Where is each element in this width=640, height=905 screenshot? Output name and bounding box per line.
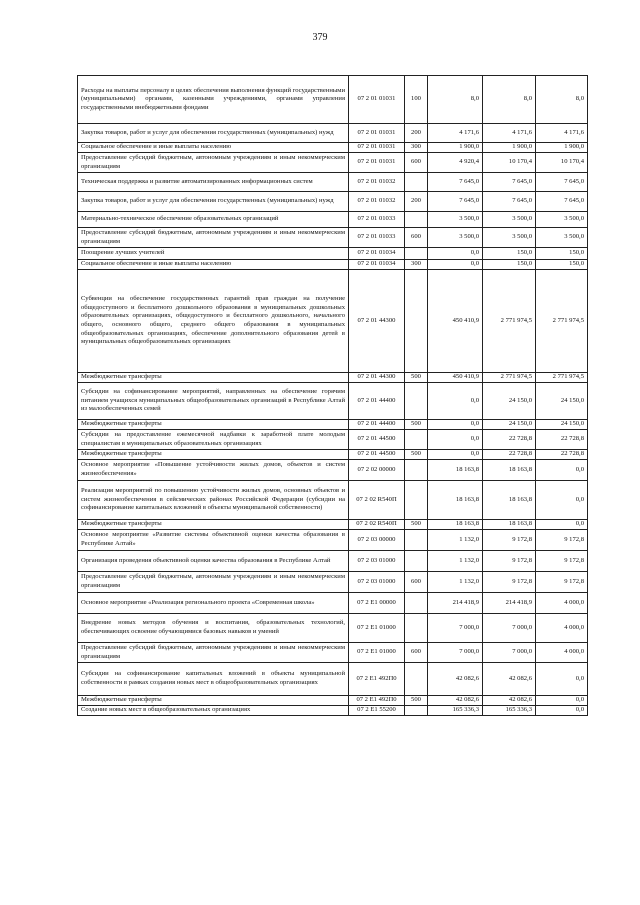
expense-type-code: 500: [405, 520, 428, 530]
budget-item-name: Закупка товаров, работ и услуг для обеспечения государственных (муниципальных) нужд: [78, 192, 349, 212]
amount-year-1: 18 163,8: [428, 520, 483, 530]
budget-item-name: Межбюджетные трансферты: [78, 420, 349, 430]
table-row: [78, 260, 588, 270]
expense-type-code: 600: [405, 153, 428, 173]
budget-item-name: Социальное обеспечение и иные выплаты населению: [78, 143, 349, 153]
amount-year-2: 2 771 974,5: [483, 373, 536, 383]
amount-year-3: 2 771 974,5: [536, 270, 588, 373]
amount-year-2: 7 000,0: [483, 614, 536, 643]
budget-item-name: Межбюджетные трансферты: [78, 450, 349, 460]
amount-year-2: 22 728,8: [483, 450, 536, 460]
expense-type-code: [405, 551, 428, 572]
amount-year-2: 214 418,9: [483, 593, 536, 614]
table-row: [78, 192, 588, 212]
target-article-code: 07 2 01 01031: [349, 153, 405, 173]
expense-type-code: [405, 593, 428, 614]
amount-year-3: 4 171,6: [536, 124, 588, 143]
amount-year-3: 9 172,8: [536, 572, 588, 593]
table-row: [78, 76, 588, 124]
amount-year-2: 150,0: [483, 248, 536, 260]
table-row: [78, 124, 588, 143]
table-row: [78, 460, 588, 481]
budget-item-name: Основное мероприятие «Повышение устойчивости жилых домов, объектов и систем жизнеобеспечения»: [78, 460, 349, 481]
budget-item-name: Основное мероприятие «Развитие системы объективной оценки качества образования в Республике Алтай»: [78, 530, 349, 551]
amount-year-1: 3 500,0: [428, 212, 483, 228]
budget-item-name: Субсидии на софинансирование капитальных вложений в объекты муниципальной собственности в рамках создания новых мест в общеобразовательных организациях: [78, 663, 349, 696]
amount-year-2: 3 500,0: [483, 228, 536, 248]
page-number: 379: [312, 32, 328, 43]
amount-year-3: 24 150,0: [536, 420, 588, 430]
amount-year-3: 22 728,8: [536, 450, 588, 460]
amount-year-2: 42 082,6: [483, 696, 536, 706]
expense-type-code: [405, 614, 428, 643]
expense-type-code: 200: [405, 124, 428, 143]
target-article-code: 07 2 01 44400: [349, 420, 405, 430]
amount-year-2: 18 163,8: [483, 520, 536, 530]
amount-year-1: 0,0: [428, 420, 483, 430]
amount-year-1: 42 082,6: [428, 696, 483, 706]
amount-year-1: 1 132,0: [428, 572, 483, 593]
amount-year-1: 0,0: [428, 450, 483, 460]
budget-item-name: Предоставление субсидий бюджетным, автономным учреждениям и иным некоммерческим организациям: [78, 228, 349, 248]
target-article-code: 07 2 01 01033: [349, 228, 405, 248]
amount-year-3: 9 172,8: [536, 530, 588, 551]
amount-year-2: 1 900,0: [483, 143, 536, 153]
table-row: [78, 551, 588, 572]
amount-year-1: 165 336,3: [428, 706, 483, 716]
budget-item-name: Организация проведения объективной оценки качества образования в Республике Алтай: [78, 551, 349, 572]
target-article-code: 07 2 01 44400: [349, 383, 405, 420]
target-article-code: 07 2 01 01032: [349, 173, 405, 192]
amount-year-3: 150,0: [536, 260, 588, 270]
budget-item-name: Субсидии на софинансирование мероприятий, направленных на обеспечение горячим питанием учащихся муниципальных общеобразовательных организаций в Республике Алтай из малообеспеченных семей: [78, 383, 349, 420]
target-article-code: 07 2 E1 01000: [349, 643, 405, 663]
target-article-code: 07 2 02 R540П: [349, 481, 405, 520]
table-row: [78, 212, 588, 228]
target-article-code: 07 2 01 44300: [349, 373, 405, 383]
table-row: [78, 228, 588, 248]
amount-year-2: 9 172,8: [483, 530, 536, 551]
table-row: [78, 593, 588, 614]
budget-item-name: Внедрение новых методов обучения и воспитания, образовательных технологий, обеспечивающих освоение обучающимися базовых навыков и умений: [78, 614, 349, 643]
amount-year-3: 0,0: [536, 460, 588, 481]
expense-type-code: [405, 383, 428, 420]
amount-year-1: 450 410,9: [428, 373, 483, 383]
amount-year-1: 7 645,0: [428, 173, 483, 192]
amount-year-1: 8,0: [428, 76, 483, 124]
table-row: [78, 530, 588, 551]
amount-year-2: 9 172,8: [483, 572, 536, 593]
target-article-code: 07 2 01 01033: [349, 212, 405, 228]
table-row: [78, 696, 588, 706]
amount-year-1: 1 132,0: [428, 530, 483, 551]
budget-item-name: Субсидии на предоставление ежемесячной надбавки к заработной плате молодым специалистам в муниципальных образовательных организациях: [78, 430, 349, 450]
budget-item-name: Предоставление субсидий бюджетным, автономным учреждениям и иным некоммерческим организациям: [78, 572, 349, 593]
expense-type-code: 300: [405, 143, 428, 153]
target-article-code: 07 2 02 00000: [349, 460, 405, 481]
budget-item-name: Предоставление субсидий бюджетным, автономным учреждениям и иным некоммерческим организациям: [78, 153, 349, 173]
target-article-code: 07 2 E1 492П0: [349, 696, 405, 706]
expense-type-code: 300: [405, 260, 428, 270]
budget-item-name: Расходы на выплаты персоналу в целях обеспечения выполнения функций государственными (муниципальными) органами, казенными учреждениями, органами управления государственными внебюджетными фондами: [78, 76, 349, 124]
amount-year-3: 0,0: [536, 706, 588, 716]
target-article-code: 07 2 03 01000: [349, 551, 405, 572]
amount-year-2: 8,0: [483, 76, 536, 124]
table-row: [78, 420, 588, 430]
amount-year-2: 22 728,8: [483, 430, 536, 450]
target-article-code: 07 2 01 01031: [349, 124, 405, 143]
expense-type-code: [405, 530, 428, 551]
amount-year-2: 4 171,6: [483, 124, 536, 143]
amount-year-2: 2 771 974,5: [483, 270, 536, 373]
table-row: [78, 430, 588, 450]
expense-type-code: [405, 212, 428, 228]
amount-year-1: 1 900,0: [428, 143, 483, 153]
expense-type-code: 500: [405, 450, 428, 460]
amount-year-1: 0,0: [428, 383, 483, 420]
amount-year-3: 150,0: [536, 248, 588, 260]
expense-type-code: [405, 430, 428, 450]
budget-table: [77, 75, 588, 716]
expense-type-code: 600: [405, 228, 428, 248]
amount-year-2: 7 645,0: [483, 192, 536, 212]
amount-year-3: 4 000,0: [536, 593, 588, 614]
budget-item-name: Материально-техническое обеспечение образовательных организаций: [78, 212, 349, 228]
target-article-code: 07 2 01 44500: [349, 450, 405, 460]
target-article-code: 07 2 01 44500: [349, 430, 405, 450]
amount-year-1: 0,0: [428, 430, 483, 450]
amount-year-1: 0,0: [428, 260, 483, 270]
amount-year-3: 1 900,0: [536, 143, 588, 153]
amount-year-1: 7 000,0: [428, 643, 483, 663]
budget-item-name: Закупка товаров, работ и услуг для обеспечения государственных (муниципальных) нужд: [78, 124, 349, 143]
amount-year-3: 10 170,4: [536, 153, 588, 173]
amount-year-3: 3 500,0: [536, 228, 588, 248]
amount-year-2: 18 163,8: [483, 460, 536, 481]
target-article-code: 07 2 E1 01000: [349, 614, 405, 643]
target-article-code: 07 2 01 01034: [349, 260, 405, 270]
expense-type-code: 200: [405, 192, 428, 212]
budget-item-name: Межбюджетные трансферты: [78, 696, 349, 706]
expense-type-code: [405, 460, 428, 481]
amount-year-3: 2 771 974,5: [536, 373, 588, 383]
amount-year-3: 7 645,0: [536, 173, 588, 192]
amount-year-1: 214 418,9: [428, 593, 483, 614]
table-row: [78, 173, 588, 192]
amount-year-2: 150,0: [483, 260, 536, 270]
amount-year-2: 24 150,0: [483, 420, 536, 430]
table-row: [78, 153, 588, 173]
table-row: [78, 663, 588, 696]
amount-year-3: 4 000,0: [536, 643, 588, 663]
budget-item-name: Социальное обеспечение и иные выплаты населению: [78, 260, 349, 270]
expense-type-code: 500: [405, 420, 428, 430]
target-article-code: 07 2 01 01034: [349, 248, 405, 260]
table-row: [78, 373, 588, 383]
table-row: [78, 270, 588, 373]
target-article-code: 07 2 E1 55200: [349, 706, 405, 716]
amount-year-2: 42 082,6: [483, 663, 536, 696]
target-article-code: 07 2 01 44300: [349, 270, 405, 373]
amount-year-3: 22 728,8: [536, 430, 588, 450]
table-row: [78, 143, 588, 153]
table-row: [78, 572, 588, 593]
amount-year-3: 0,0: [536, 696, 588, 706]
table-row: [78, 706, 588, 716]
amount-year-2: 7 000,0: [483, 643, 536, 663]
expense-type-code: [405, 248, 428, 260]
amount-year-2: 10 170,4: [483, 153, 536, 173]
budget-item-name: Поощрение лучших учителей: [78, 248, 349, 260]
budget-item-name: Предоставление субсидий бюджетным, автономным учреждениям и иным некоммерческим организациям: [78, 643, 349, 663]
expense-type-code: 500: [405, 696, 428, 706]
table-row: [78, 248, 588, 260]
amount-year-3: 8,0: [536, 76, 588, 124]
table-row: [78, 520, 588, 530]
amount-year-3: 9 172,8: [536, 551, 588, 572]
budget-item-name: Субвенции на обеспечение государственных гарантий прав граждан на получение общедоступного и бесплатного дошкольного образования в муниципальных дошкольных образовательных организациях, общедоступного и бесплатного дошкольного, начального общего, основного общего, среднего общего образования в муниципальных общеобразовательных организациях, обеспечение дополнительного образования детей в муниципальных общеобразовательных организациях: [78, 270, 349, 373]
budget-item-name: Техническая поддержка и развитие автоматизированных информационных систем: [78, 173, 349, 192]
expense-type-code: [405, 173, 428, 192]
amount-year-1: 450 410,9: [428, 270, 483, 373]
expense-type-code: 500: [405, 373, 428, 383]
budget-item-name: Основное мероприятие «Реализация регионального проекта «Современная школа»: [78, 593, 349, 614]
budget-item-name: Создание новых мест в общеобразовательных организациях: [78, 706, 349, 716]
amount-year-1: 18 163,8: [428, 481, 483, 520]
target-article-code: 07 2 01 01032: [349, 192, 405, 212]
table-row: [78, 450, 588, 460]
amount-year-2: 165 336,3: [483, 706, 536, 716]
amount-year-3: 3 500,0: [536, 212, 588, 228]
target-article-code: 07 2 03 00000: [349, 530, 405, 551]
expense-type-code: 600: [405, 643, 428, 663]
amount-year-2: 3 500,0: [483, 212, 536, 228]
amount-year-3: 24 150,0: [536, 383, 588, 420]
amount-year-3: 4 000,0: [536, 614, 588, 643]
expense-type-code: [405, 270, 428, 373]
amount-year-1: 7 645,0: [428, 192, 483, 212]
amount-year-2: 18 163,8: [483, 481, 536, 520]
table-row: [78, 614, 588, 643]
amount-year-1: 7 000,0: [428, 614, 483, 643]
amount-year-2: 24 150,0: [483, 383, 536, 420]
table-row: [78, 643, 588, 663]
amount-year-1: 0,0: [428, 248, 483, 260]
amount-year-3: 0,0: [536, 663, 588, 696]
expense-type-code: [405, 706, 428, 716]
target-article-code: 07 2 02 R540П: [349, 520, 405, 530]
target-article-code: 07 2 01 01031: [349, 143, 405, 153]
expense-type-code: 100: [405, 76, 428, 124]
expense-type-code: [405, 481, 428, 520]
target-article-code: 07 2 03 01000: [349, 572, 405, 593]
amount-year-2: 9 172,8: [483, 551, 536, 572]
amount-year-1: 3 500,0: [428, 228, 483, 248]
budget-item-name: Межбюджетные трансферты: [78, 520, 349, 530]
amount-year-1: 42 082,6: [428, 663, 483, 696]
budget-item-name: Межбюджетные трансферты: [78, 373, 349, 383]
expense-type-code: [405, 663, 428, 696]
budget-item-name: Реализация мероприятий по повышению устойчивости жилых домов, основных объектов и систем жизнеобеспечения в сейсмических районах Российской Федерации (субсидии на софинансирование капитальных вложений в объекты муниципальной собственности): [78, 481, 349, 520]
amount-year-3: 0,0: [536, 481, 588, 520]
amount-year-1: 4 171,6: [428, 124, 483, 143]
table-row: [78, 481, 588, 520]
amount-year-1: 4 920,4: [428, 153, 483, 173]
budget-table-body: [78, 76, 588, 716]
amount-year-2: 7 645,0: [483, 173, 536, 192]
amount-year-1: 1 132,0: [428, 551, 483, 572]
expense-type-code: 600: [405, 572, 428, 593]
amount-year-1: 18 163,8: [428, 460, 483, 481]
amount-year-3: 0,0: [536, 520, 588, 530]
table-row: [78, 383, 588, 420]
target-article-code: 07 2 E1 00000: [349, 593, 405, 614]
amount-year-3: 7 645,0: [536, 192, 588, 212]
target-article-code: 07 2 01 01031: [349, 76, 405, 124]
target-article-code: 07 2 E1 492П0: [349, 663, 405, 696]
